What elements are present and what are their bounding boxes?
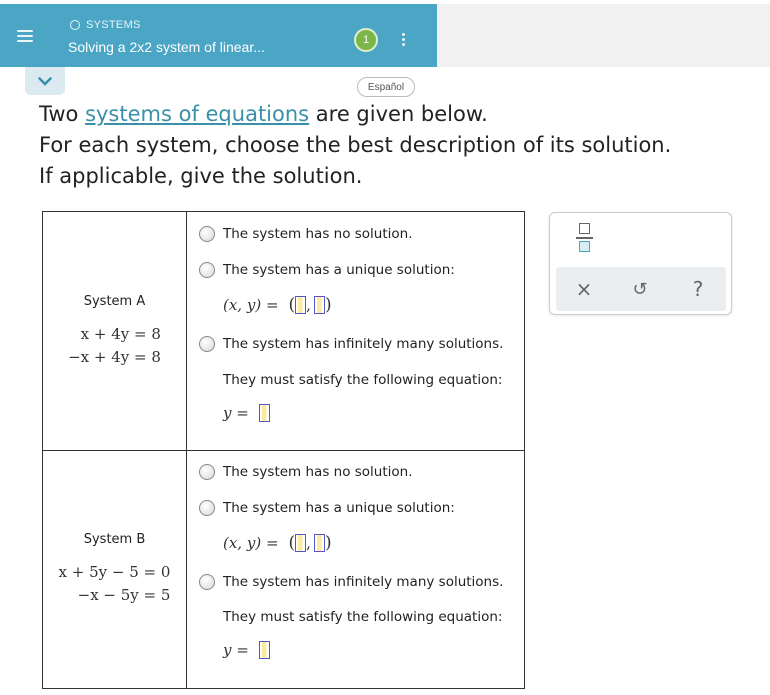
- option-no-solution[interactable]: [199, 464, 413, 480]
- hamburger-icon: [17, 30, 33, 32]
- hamburger-line: [17, 35, 33, 37]
- undo-icon: ↺: [632, 278, 648, 300]
- system-a-row: [43, 212, 524, 451]
- unique-solution-expression: [223, 533, 332, 553]
- clear-button[interactable]: [572, 277, 596, 301]
- option-infinite-solutions[interactable]: [199, 574, 503, 590]
- fraction-denominator: [579, 241, 590, 252]
- paren-close: ): [324, 295, 332, 315]
- y-input[interactable]: [314, 296, 325, 314]
- option-label: The system has no solution.: [223, 464, 413, 480]
- infinite-expression: [223, 641, 270, 659]
- progress-badge[interactable]: 1: [354, 28, 378, 52]
- radio-button[interactable]: [199, 500, 215, 516]
- infinite-subtext: They must satisfy the following equation:: [223, 609, 503, 625]
- y-label: y =: [223, 404, 249, 422]
- instructions: [39, 99, 671, 192]
- comma: ,: [306, 296, 311, 314]
- infinite-subtext: They must satisfy the following equation:: [223, 372, 503, 388]
- text: are given below.: [309, 102, 488, 126]
- y-label: y =: [223, 641, 249, 659]
- instruction-line-1: [39, 99, 671, 130]
- equations: [68, 323, 161, 369]
- system-b-definition: [43, 451, 187, 688]
- equation-1: x + 4y = 8: [80, 324, 161, 343]
- instruction-line-3: If applicable, give the solution.: [39, 164, 363, 188]
- system-label: System B: [83, 532, 146, 547]
- xy-label: (x, y) =: [223, 296, 279, 314]
- radio-button[interactable]: [199, 336, 215, 352]
- fraction-icon: [579, 223, 590, 234]
- kebab-icon: [402, 33, 405, 36]
- fraction-button[interactable]: [574, 223, 596, 255]
- undo-button[interactable]: [628, 277, 652, 301]
- kebab-dot: [402, 38, 405, 41]
- language-button[interactable]: Español: [357, 77, 415, 97]
- topic-text: SYSTEMS: [86, 19, 141, 31]
- option-label: The system has infinitely many solutions.: [223, 574, 504, 590]
- top-bar-empty: [437, 4, 770, 67]
- kebab-dot: [402, 43, 405, 46]
- system-b-options: [187, 451, 524, 688]
- collapse-button[interactable]: [25, 67, 65, 95]
- more-options-button[interactable]: [394, 28, 414, 52]
- systems-table: [42, 211, 525, 689]
- x-input[interactable]: [295, 534, 306, 552]
- system-label: System A: [83, 293, 146, 309]
- system-b-row: [43, 451, 524, 688]
- option-label: The system has a unique solution:: [223, 262, 455, 278]
- y-input[interactable]: [314, 534, 325, 552]
- topic-label: [70, 19, 141, 31]
- system-a-options: [187, 212, 524, 450]
- xy-label: (x, y) =: [223, 534, 279, 552]
- comma: ,: [306, 534, 311, 552]
- text: Two: [39, 102, 86, 126]
- help-button[interactable]: [686, 277, 710, 301]
- radio-button[interactable]: [199, 262, 215, 278]
- option-infinite-solutions[interactable]: [199, 336, 503, 352]
- chevron-down-icon: [38, 77, 52, 86]
- instruction-line-2: For each system, choose the best description of its solution.: [39, 133, 672, 157]
- option-label: The system has no solution.: [223, 226, 413, 242]
- top-bar: [0, 4, 437, 67]
- page-title: Solving a 2x2 system of linear...: [68, 39, 265, 55]
- option-label: The system has infinitely many solutions.: [223, 336, 504, 352]
- fraction-bar: [576, 237, 593, 239]
- system-a-definition: [43, 212, 187, 450]
- menu-button[interactable]: [10, 21, 40, 51]
- equation-input[interactable]: [259, 641, 270, 659]
- equation-2: −x + 4y = 8: [68, 347, 161, 366]
- option-unique-solution[interactable]: [199, 262, 455, 278]
- tool-tray: [556, 267, 726, 311]
- hamburger-line: [17, 40, 33, 42]
- option-no-solution[interactable]: [199, 226, 413, 242]
- infinite-expression: [223, 404, 270, 422]
- radio-button[interactable]: [199, 464, 215, 480]
- option-unique-solution[interactable]: [199, 500, 455, 516]
- equation-2: −x − 5y = 5: [77, 586, 171, 604]
- paren-open: (: [288, 533, 296, 553]
- help-icon: ?: [692, 277, 704, 301]
- math-tool-panel: [549, 212, 732, 315]
- close-icon: ×: [575, 277, 593, 301]
- radio-button[interactable]: [199, 226, 215, 242]
- radio-button[interactable]: [199, 574, 215, 590]
- unique-solution-expression: [223, 295, 332, 315]
- circle-icon: [70, 20, 80, 30]
- x-input[interactable]: [295, 296, 306, 314]
- equations: [59, 561, 171, 607]
- paren-close: ): [324, 533, 332, 553]
- equation-input[interactable]: [259, 404, 270, 422]
- paren-open: (: [288, 295, 296, 315]
- systems-of-equations-link[interactable]: systems of equations: [85, 102, 310, 126]
- option-label: The system has a unique solution:: [223, 500, 455, 516]
- equation-1: x + 5y − 5 = 0: [58, 563, 171, 581]
